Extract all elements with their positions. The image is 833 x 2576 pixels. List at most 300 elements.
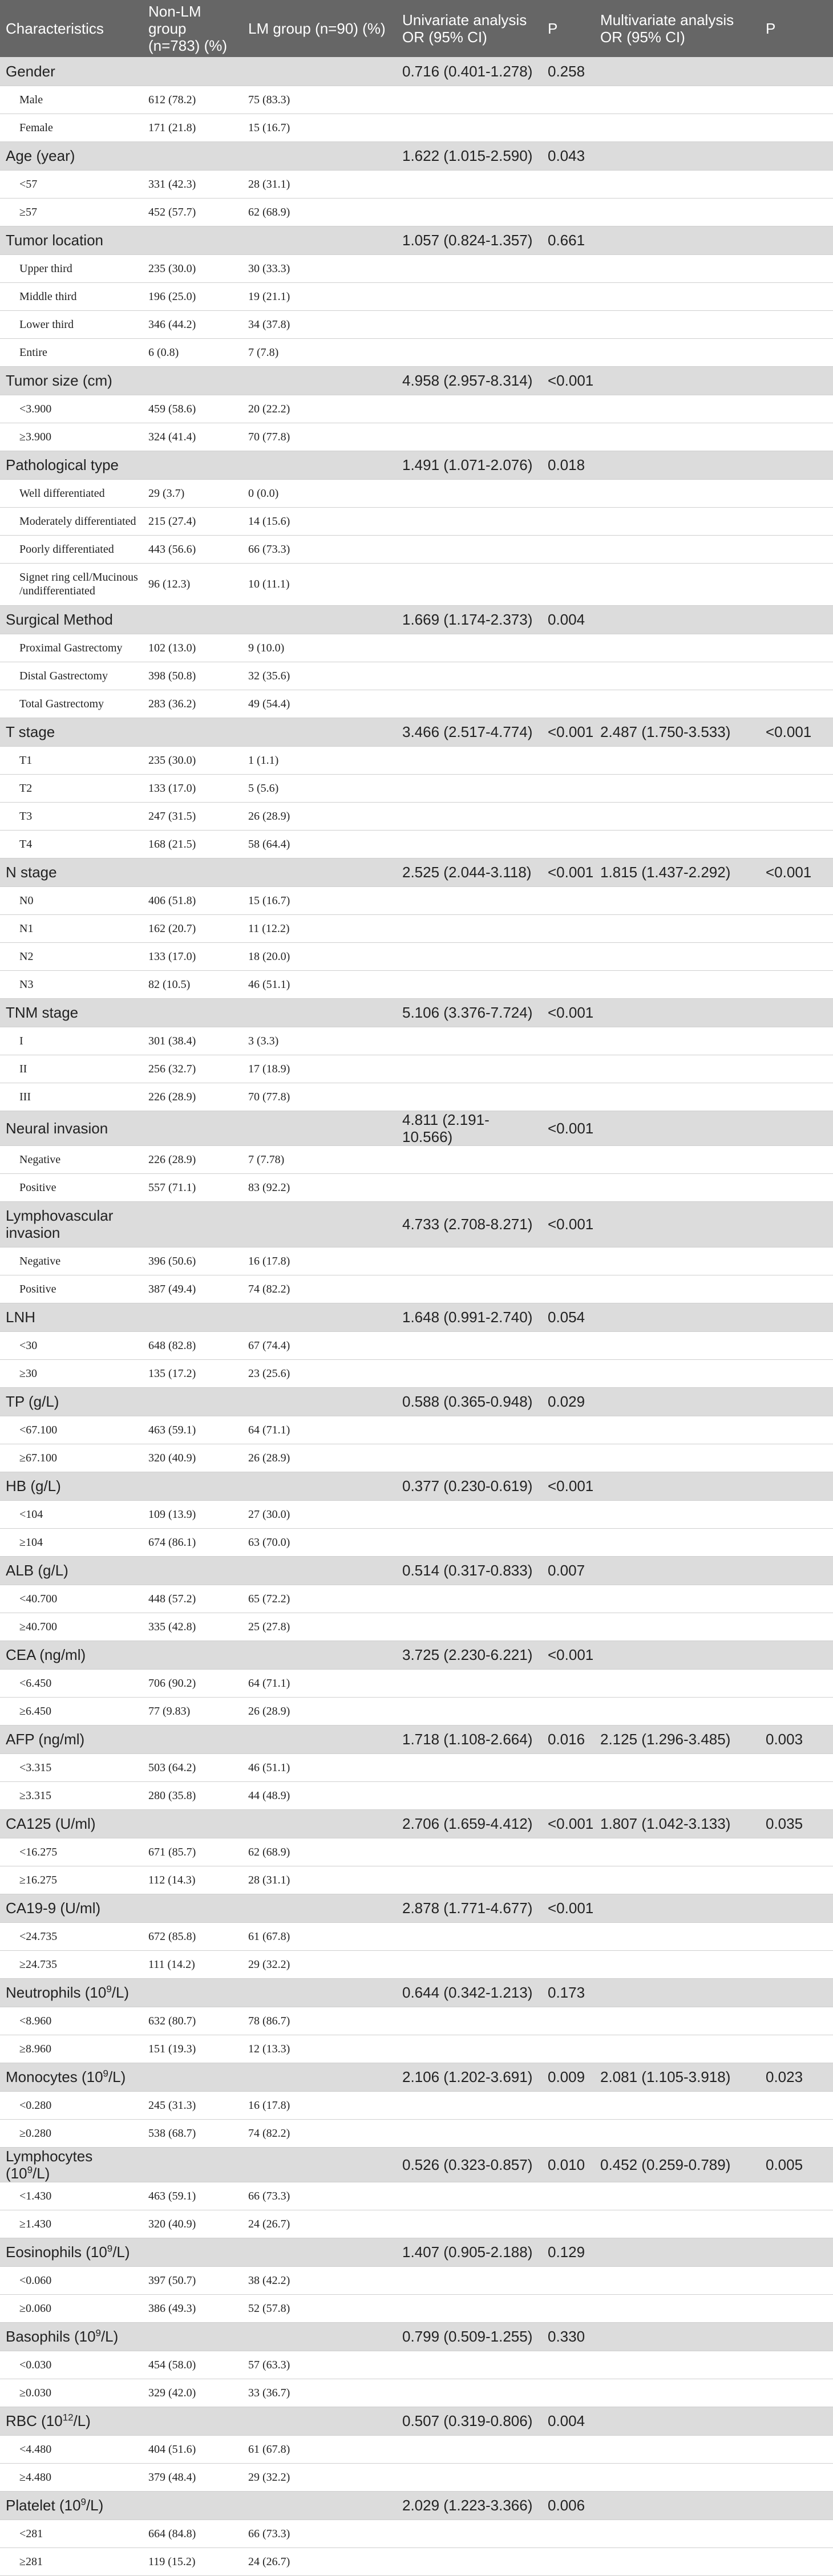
variable-label-exponent: 9 <box>27 2164 33 2175</box>
table-row-level <box>0 802 833 830</box>
multivariate-or-cell <box>595 1247 760 1275</box>
table-row-variable <box>0 605 833 634</box>
multivariate-or-cell <box>595 970 760 998</box>
univariate-or-cell <box>397 662 542 690</box>
non-lm-cell: 331 (42.3) <box>143 170 242 198</box>
univariate-or-cell <box>397 942 542 970</box>
multivariate-p-cell <box>760 57 833 86</box>
level-label: T2 <box>0 774 143 802</box>
multivariate-p-cell <box>760 1922 833 1950</box>
univariate-or-cell <box>397 2007 542 2035</box>
univariate-or-cell <box>397 1145 542 1173</box>
multivariate-or-cell <box>595 1444 760 1472</box>
multivariate-or-cell <box>595 2547 760 2575</box>
lm-cell <box>242 57 397 86</box>
univariate-p-cell: 0.043 <box>542 141 595 170</box>
univariate-p-cell: 0.129 <box>542 2238 595 2266</box>
non-lm-cell: 454 (58.0) <box>143 2351 242 2379</box>
multivariate-p-cell <box>760 338 833 366</box>
univariate-or-cell: 4.733 (2.708-8.271) <box>397 1201 542 1247</box>
univariate-or-cell: 2.878 (1.771-4.677) <box>397 1894 542 1922</box>
univariate-or-cell <box>397 1697 542 1725</box>
non-lm-cell: 256 (32.7) <box>143 1055 242 1083</box>
level-label: Signet ring cell/Mucinous /undifferentiated <box>0 563 143 605</box>
univariate-p-cell <box>542 1697 595 1725</box>
table-row-level <box>0 1697 833 1725</box>
table-row-level <box>0 1055 833 1083</box>
level-label: T3 <box>0 802 143 830</box>
non-lm-cell <box>143 2491 242 2520</box>
multivariate-or-cell <box>595 2091 760 2119</box>
table-row-level <box>0 1922 833 1950</box>
univariate-p-cell <box>542 395 595 423</box>
multivariate-or-cell <box>595 1585 760 1613</box>
multivariate-p-cell <box>760 690 833 718</box>
univariate-or-cell: 1.718 (1.108-2.664) <box>397 1725 542 1753</box>
univariate-p-cell <box>542 1173 595 1201</box>
variable-label: Age (year) <box>0 141 143 170</box>
multivariate-p-cell <box>760 998 833 1027</box>
level-label: ≥8.960 <box>0 2035 143 2063</box>
level-label: <57 <box>0 170 143 198</box>
variable-label: LNH <box>0 1303 143 1331</box>
non-lm-cell <box>143 2407 242 2435</box>
multivariate-or-cell <box>595 1275 760 1303</box>
univariate-or-cell <box>397 830 542 858</box>
univariate-p-cell <box>542 830 595 858</box>
univariate-or-cell <box>397 2520 542 2547</box>
non-lm-cell: 77 (9.83) <box>143 1697 242 1725</box>
lm-cell <box>242 2491 397 2520</box>
table-row-variable <box>0 1894 833 1922</box>
multivariate-or-cell <box>595 830 760 858</box>
univariate-or-cell <box>397 479 542 507</box>
univariate-p-cell <box>542 2435 595 2463</box>
univariate-or-cell <box>397 1753 542 1781</box>
variable-label <box>0 2322 143 2351</box>
univariate-p-cell: <0.001 <box>542 1641 595 1669</box>
lm-cell <box>242 366 397 395</box>
univariate-or-cell <box>397 1950 542 1978</box>
non-lm-cell: 226 (28.9) <box>143 1145 242 1173</box>
univariate-p-cell: <0.001 <box>542 1809 595 1838</box>
lm-cell: 14 (15.6) <box>242 507 397 535</box>
multivariate-p-cell <box>760 886 833 914</box>
univariate-p-cell <box>542 1416 595 1444</box>
non-lm-cell: 82 (10.5) <box>143 970 242 998</box>
multivariate-p-cell <box>760 914 833 942</box>
univariate-p-cell <box>542 1027 595 1055</box>
table-row-variable <box>0 2238 833 2266</box>
multivariate-or-cell <box>595 1922 760 1950</box>
level-label: Distal Gastrectomy <box>0 662 143 690</box>
univariate-or-cell <box>397 1083 542 1111</box>
table-row-variable <box>0 1641 833 1669</box>
level-label: Total Gastrectomy <box>0 690 143 718</box>
level-label: <1.430 <box>0 2182 143 2210</box>
level-label: <0.280 <box>0 2091 143 2119</box>
lm-cell <box>242 1111 397 1145</box>
table-row-variable <box>0 2407 833 2435</box>
univariate-or-cell <box>397 970 542 998</box>
table-row-level <box>0 2119 833 2147</box>
header-characteristics: Characteristics <box>6 20 104 37</box>
multivariate-p-cell <box>760 802 833 830</box>
multivariate-p-cell <box>760 1111 833 1145</box>
multivariate-p-cell <box>760 746 833 774</box>
multivariate-or-cell <box>595 886 760 914</box>
table-row-variable <box>0 858 833 886</box>
table-row-level <box>0 690 833 718</box>
multivariate-p-cell <box>760 141 833 170</box>
univariate-p-cell <box>542 2463 595 2491</box>
non-lm-cell: 109 (13.9) <box>143 1500 242 1528</box>
univariate-or-cell <box>397 423 542 451</box>
lm-cell <box>242 858 397 886</box>
univariate-or-cell: 4.811 (2.191-10.566) <box>397 1111 542 1145</box>
multivariate-or-cell <box>595 746 760 774</box>
univariate-or-cell: 0.644 (0.342-1.213) <box>397 1978 542 2007</box>
lm-cell: 23 (25.6) <box>242 1359 397 1387</box>
univariate-p-cell <box>542 1055 595 1083</box>
header-lm-group: LM group (n=90) (%) <box>248 20 386 37</box>
multivariate-or-cell <box>595 2322 760 2351</box>
univariate-or-cell <box>397 690 542 718</box>
univariate-or-cell <box>397 395 542 423</box>
table-row-level <box>0 1781 833 1809</box>
multivariate-p-cell <box>760 634 833 662</box>
table-row-level <box>0 634 833 662</box>
table-row-variable <box>0 1556 833 1585</box>
multivariate-p-cell <box>760 1894 833 1922</box>
multivariate-p-cell <box>760 1173 833 1201</box>
table-row-level <box>0 2266 833 2294</box>
univariate-or-cell <box>397 914 542 942</box>
multivariate-p-cell <box>760 507 833 535</box>
multivariate-p-cell <box>760 1500 833 1528</box>
lm-cell: 26 (28.9) <box>242 1444 397 1472</box>
multivariate-p-cell <box>760 942 833 970</box>
lm-cell: 62 (68.9) <box>242 1838 397 1866</box>
table-row-variable <box>0 2063 833 2091</box>
multivariate-or-cell: 1.815 (1.437-2.292) <box>595 858 760 886</box>
multivariate-or-cell <box>595 1781 760 1809</box>
univariate-p-cell <box>542 690 595 718</box>
level-label: ≥0.060 <box>0 2294 143 2322</box>
table-row-level <box>0 282 833 310</box>
multivariate-or-cell <box>595 1303 760 1331</box>
non-lm-cell: 664 (84.8) <box>143 2520 242 2547</box>
multivariate-p-cell <box>760 970 833 998</box>
non-lm-cell <box>143 1111 242 1145</box>
univariate-p-cell <box>542 1083 595 1111</box>
variable-label-unit: /L) <box>100 2328 119 2345</box>
univariate-p-cell: <0.001 <box>542 1111 595 1145</box>
lm-cell: 65 (72.2) <box>242 1585 397 1613</box>
non-lm-cell: 648 (82.8) <box>143 1331 242 1359</box>
univariate-p-cell: 0.258 <box>542 57 595 86</box>
variable-label <box>0 2238 143 2266</box>
univariate-or-cell <box>397 1669 542 1697</box>
lm-cell: 24 (26.7) <box>242 2210 397 2238</box>
non-lm-cell: 247 (31.5) <box>143 802 242 830</box>
lm-cell: 63 (70.0) <box>242 1528 397 1556</box>
multivariate-or-cell <box>595 57 760 86</box>
table-row-level <box>0 1528 833 1556</box>
multivariate-or-cell <box>595 2520 760 2547</box>
univariate-p-cell <box>542 1585 595 1613</box>
non-lm-cell: 672 (85.8) <box>143 1922 242 1950</box>
header-multivariate-p: P <box>766 20 776 37</box>
table-header-row <box>0 0 833 57</box>
variable-label-exponent: 9 <box>80 2496 86 2508</box>
lm-cell: 16 (17.8) <box>242 2091 397 2119</box>
multivariate-or-cell <box>595 2266 760 2294</box>
table-row-level <box>0 1669 833 1697</box>
univariate-or-cell <box>397 1055 542 1083</box>
multivariate-p-cell <box>760 2435 833 2463</box>
non-lm-cell: 133 (17.0) <box>143 942 242 970</box>
lm-cell <box>242 1472 397 1500</box>
level-label: Middle third <box>0 282 143 310</box>
level-label: <104 <box>0 1500 143 1528</box>
univariate-or-cell <box>397 2379 542 2407</box>
univariate-or-cell: 0.526 (0.323-0.857) <box>397 2147 542 2182</box>
lm-cell <box>242 451 397 479</box>
univariate-p-cell <box>542 310 595 338</box>
univariate-p-cell: 0.004 <box>542 2407 595 2435</box>
lm-cell <box>242 1978 397 2007</box>
univariate-p-cell <box>542 2119 595 2147</box>
header-multivariate-or: Multivariate analysis OR (95% CI) <box>600 11 734 46</box>
table-row-variable <box>0 1809 833 1838</box>
multivariate-p-cell <box>760 1247 833 1275</box>
multivariate-p-cell <box>760 1585 833 1613</box>
multivariate-or-cell: 2.125 (1.296-3.485) <box>595 1725 760 1753</box>
univariate-or-cell: 5.106 (3.376-7.724) <box>397 998 542 1027</box>
table-row-level <box>0 1613 833 1641</box>
univariate-or-cell <box>397 2463 542 2491</box>
level-label: <30 <box>0 1331 143 1359</box>
lm-cell: 49 (54.4) <box>242 690 397 718</box>
table-row-level <box>0 1866 833 1894</box>
lm-cell <box>242 605 397 634</box>
level-label: Proximal Gastrectomy <box>0 634 143 662</box>
table-row-level <box>0 1416 833 1444</box>
level-label: ≥281 <box>0 2547 143 2575</box>
table-row-variable <box>0 998 833 1027</box>
multivariate-or-cell <box>595 1472 760 1500</box>
table-row-variable <box>0 2147 833 2182</box>
univariate-or-cell <box>397 1331 542 1359</box>
level-label: <67.100 <box>0 1416 143 1444</box>
univariate-or-cell <box>397 2266 542 2294</box>
table-row-level <box>0 2294 833 2322</box>
univariate-or-cell <box>397 802 542 830</box>
multivariate-or-cell <box>595 114 760 141</box>
variable-label: AFP (ng/ml) <box>0 1725 143 1753</box>
level-label: ≥24.735 <box>0 1950 143 1978</box>
level-label: Moderately differentiated <box>0 507 143 535</box>
table-row-variable <box>0 1111 833 1145</box>
non-lm-cell <box>143 605 242 634</box>
level-label: Female <box>0 114 143 141</box>
multivariate-or-cell <box>595 2294 760 2322</box>
variable-label: Pathological type <box>0 451 143 479</box>
univariate-or-cell <box>397 338 542 366</box>
multivariate-or-cell <box>595 2238 760 2266</box>
non-lm-cell: 280 (35.8) <box>143 1781 242 1809</box>
univariate-or-cell <box>397 114 542 141</box>
multivariate-or-cell <box>595 1083 760 1111</box>
univariate-p-cell <box>542 2520 595 2547</box>
multivariate-p-cell <box>760 479 833 507</box>
univariate-p-cell <box>542 1866 595 1894</box>
non-lm-cell <box>143 718 242 746</box>
non-lm-cell: 459 (58.6) <box>143 395 242 423</box>
table-row-level <box>0 395 833 423</box>
multivariate-or-cell <box>595 2119 760 2147</box>
non-lm-cell <box>143 451 242 479</box>
univariate-or-cell <box>397 535 542 563</box>
non-lm-cell: 396 (50.6) <box>143 1247 242 1275</box>
level-label: II <box>0 1055 143 1083</box>
multivariate-or-cell <box>595 1173 760 1201</box>
variable-label-unit: /L) <box>112 2243 130 2261</box>
multivariate-p-cell <box>760 170 833 198</box>
lm-cell: 61 (67.8) <box>242 1922 397 1950</box>
non-lm-cell: 406 (51.8) <box>143 886 242 914</box>
lm-cell: 32 (35.6) <box>242 662 397 690</box>
lm-cell: 66 (73.3) <box>242 2520 397 2547</box>
univariate-or-cell <box>397 1781 542 1809</box>
univariate-p-cell <box>542 1500 595 1528</box>
multivariate-or-cell <box>595 1894 760 1922</box>
table-row-level <box>0 886 833 914</box>
univariate-p-cell <box>542 1359 595 1387</box>
table-row-variable <box>0 226 833 254</box>
variable-label-text: Neutrophils (10 <box>6 1984 107 2001</box>
univariate-or-cell <box>397 2119 542 2147</box>
multivariate-or-cell <box>595 774 760 802</box>
lm-cell: 19 (21.1) <box>242 282 397 310</box>
multivariate-or-cell <box>595 198 760 226</box>
lm-cell <box>242 1725 397 1753</box>
table-row-level <box>0 2379 833 2407</box>
non-lm-cell: 387 (49.4) <box>143 1275 242 1303</box>
table-row-level <box>0 310 833 338</box>
lm-cell: 11 (12.2) <box>242 914 397 942</box>
variable-label: N stage <box>0 858 143 886</box>
non-lm-cell: 674 (86.1) <box>143 1528 242 1556</box>
level-label: ≥0.280 <box>0 2119 143 2147</box>
multivariate-or-cell <box>595 423 760 451</box>
univariate-p-cell <box>542 1528 595 1556</box>
multivariate-p-cell <box>760 1444 833 1472</box>
non-lm-cell <box>143 1303 242 1331</box>
multivariate-or-cell <box>595 1556 760 1585</box>
multivariate-p-cell <box>760 1387 833 1416</box>
multivariate-p-cell <box>760 2351 833 2379</box>
multivariate-or-cell <box>595 1201 760 1247</box>
univariate-p-cell: 0.018 <box>542 451 595 479</box>
univariate-or-cell <box>397 2294 542 2322</box>
multivariate-p-cell: 0.005 <box>760 2147 833 2182</box>
lm-cell <box>242 2322 397 2351</box>
level-label: T4 <box>0 830 143 858</box>
multivariate-or-cell <box>595 563 760 605</box>
non-lm-cell: 6 (0.8) <box>143 338 242 366</box>
multivariate-p-cell <box>760 563 833 605</box>
lm-cell: 58 (64.4) <box>242 830 397 858</box>
lm-cell <box>242 2238 397 2266</box>
level-label: N0 <box>0 886 143 914</box>
univariate-p-cell <box>542 86 595 114</box>
variable-label <box>0 2407 143 2435</box>
level-label: <24.735 <box>0 1922 143 1950</box>
level-label: ≥67.100 <box>0 1444 143 1472</box>
multivariate-p-cell <box>760 2294 833 2322</box>
univariate-or-cell <box>397 1359 542 1387</box>
multivariate-or-cell <box>595 170 760 198</box>
univariate-or-cell <box>397 1585 542 1613</box>
level-label: N3 <box>0 970 143 998</box>
table-row-level <box>0 2351 833 2379</box>
multivariate-p-cell <box>760 86 833 114</box>
univariate-or-cell: 3.725 (2.230-6.221) <box>397 1641 542 1669</box>
univariate-p-cell: <0.001 <box>542 998 595 1027</box>
lm-cell: 16 (17.8) <box>242 1247 397 1275</box>
lm-cell: 7 (7.8) <box>242 338 397 366</box>
table-row-level <box>0 2035 833 2063</box>
multivariate-p-cell: <0.001 <box>760 858 833 886</box>
lm-cell: 9 (10.0) <box>242 634 397 662</box>
table-row-level <box>0 914 833 942</box>
univariate-p-cell <box>542 2547 595 2575</box>
non-lm-cell: 632 (80.7) <box>143 2007 242 2035</box>
variable-label-unit: /L) <box>86 2497 104 2514</box>
multivariate-p-cell <box>760 1359 833 1387</box>
table-row-level <box>0 2091 833 2119</box>
multivariate-p-cell <box>760 662 833 690</box>
multivariate-p-cell <box>760 198 833 226</box>
multivariate-p-cell <box>760 1669 833 1697</box>
univariate-or-cell: 2.106 (1.202-3.691) <box>397 2063 542 2091</box>
univariate-or-cell <box>397 2091 542 2119</box>
univariate-or-cell <box>397 886 542 914</box>
non-lm-cell: 324 (41.4) <box>143 423 242 451</box>
multivariate-or-cell <box>595 914 760 942</box>
lm-cell: 75 (83.3) <box>242 86 397 114</box>
lm-cell <box>242 1809 397 1838</box>
lm-cell <box>242 1303 397 1331</box>
non-lm-cell <box>143 1641 242 1669</box>
multivariate-p-cell <box>760 2491 833 2520</box>
table-row-level <box>0 2463 833 2491</box>
univariate-p-cell: 0.173 <box>542 1978 595 2007</box>
table-row-level <box>0 1838 833 1866</box>
multivariate-p-cell <box>760 2119 833 2147</box>
non-lm-cell <box>143 141 242 170</box>
univariate-p-cell <box>542 662 595 690</box>
level-label: <3.900 <box>0 395 143 423</box>
table-row-variable <box>0 1472 833 1500</box>
table-row-level <box>0 2182 833 2210</box>
variable-label <box>0 2491 143 2520</box>
level-label: Poorly differentiated <box>0 535 143 563</box>
table-row-level <box>0 942 833 970</box>
lm-cell <box>242 1641 397 1669</box>
